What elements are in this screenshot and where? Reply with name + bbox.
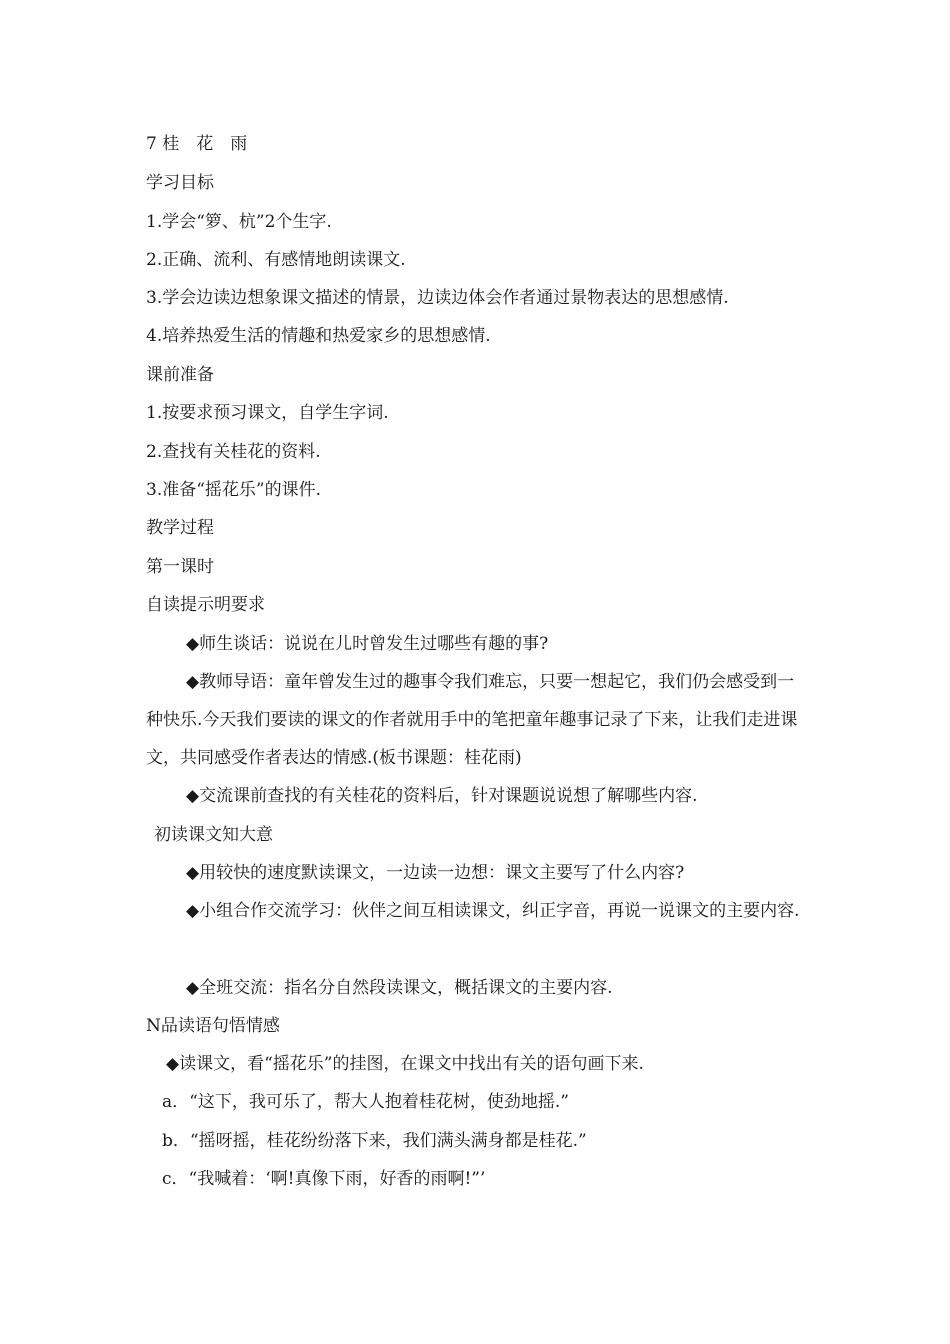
goal-item-2: 2.正确、流利、有感情地朗读课文.: [146, 250, 406, 270]
goal-item-4: 4.培养热爱生活的情趣和热爱家乡的思想感情.: [146, 326, 491, 346]
subheading-first-read: 初读课文知大意: [154, 825, 273, 845]
bullet-paragraph-2: ◆教师导语：童年曾发生过的趣事令我们难忘，只要一想起它，我们仍会感受到一种快乐.今天我们要读的课文的作者就用手中的笔把童年趣事记录了下来，让我们走进课文，共同感受作者表达的情感.(板书课题：桂花雨): [146, 672, 798, 768]
subheading-self-read: 自读提示明要求: [146, 595, 265, 615]
subheading-lesson-1: 第一课时: [146, 557, 214, 577]
goal-item-1: 1.学会“箩、杭”2个生字.: [146, 212, 332, 232]
section-heading-prep: 课前准备: [146, 365, 214, 385]
bullet-paragraph-6: ◆全班交流：指名分自然段读课文，概括课文的主要内容.: [186, 978, 613, 998]
section-heading-process: 教学过程: [146, 518, 214, 538]
goal-item-3: 3.学会边读边想象课文描述的情景，边读边体会作者通过景物表达的思想感情.: [146, 288, 729, 308]
lesson-title: 7 桂 花 雨: [146, 134, 248, 154]
bullet-paragraph-7: ◆读课文，看“摇花乐”的挂图，在课文中找出有关的语句画下来.: [166, 1054, 644, 1074]
bullet-paragraph-4: ◆用较快的速度默读课文，一边读一边想：课文主要写了什么内容?: [186, 863, 685, 883]
quote-item-c: c．“我喊着：‘啊!真像下雨，好香的雨啊!”’: [162, 1169, 486, 1189]
quote-item-b: b．“摇呀摇，桂花纷纷落下来，我们满头满身都是桂花.”: [162, 1131, 587, 1151]
section-heading-goals: 学习目标: [146, 173, 214, 193]
prep-item-1: 1.按要求预习课文，自学生字词.: [146, 403, 389, 423]
quote-item-a: a．“这下，我可乐了，帮大人抱着桂花树，使劲地摇.”: [162, 1092, 569, 1112]
bullet-paragraph-1: ◆师生谈话：说说在儿时曾发生过哪些有趣的事?: [186, 634, 549, 654]
bullet-paragraph-5: ◆小组合作交流学习：伙伴之间互相读课文，纠正字音，再说一说课文的主要内容.: [186, 901, 800, 921]
bullet-paragraph-3: ◆交流课前查找的有关桂花的资料后，针对课题说说想了解哪些内容.: [186, 786, 698, 806]
prep-item-3: 3.准备“摇花乐”的课件.: [146, 480, 322, 500]
subheading-taste: N品读语句悟情感: [146, 1016, 280, 1036]
prep-item-2: 2.查找有关桂花的资料.: [146, 442, 321, 462]
